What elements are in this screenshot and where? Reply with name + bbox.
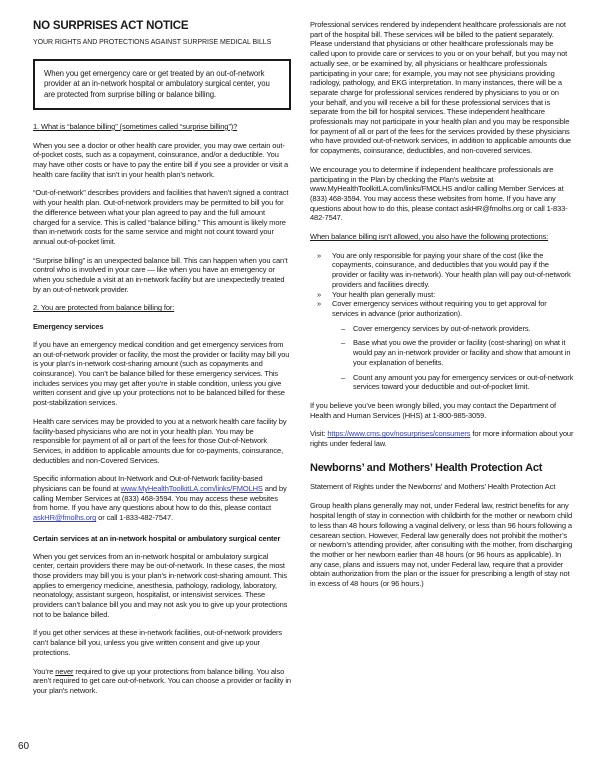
paragraph: If you believe you’ve been wrongly billed, you may contact the Department of Health and Human Services (HHS) at 1-800-985-3059.	[310, 400, 557, 420]
paragraph: If you have an emergency medical condition and get emergency services from an out-of-network provider or facility, the most the provider or facility may bill you is your plan’s in-network cost-sharing amount (such as copayments and coinsurance). You can’t be balance billed for these emergency services. This includes services you may get after you’re in stable condition, unless you give written consent and give up your protections not to be balanced billed for these post-stabilization services.	[33, 339, 290, 408]
subhead-certain-services: Certain services at an in-network hospital or ambulatory surgical center	[33, 533, 281, 543]
paragraph: We encourage you to determine if independent healthcare professionals are participating in the Plan by checking the Plan’s website at www.MyHealthToolkitLA.com/links/FMOLHS and/or calling Member Services at (833) 468-3594. You may access these websites from home. If you have any questions about how to do this, please contact askHR@fmolhs.org or call 1-833-482-7547.	[310, 164, 568, 223]
subhead-emergency-services: Emergency services	[33, 322, 104, 332]
text-segment: for more information about your rights under federal law.	[310, 429, 574, 449]
text-segment: You’re	[33, 666, 56, 676]
paragraph: Group health plans generally may not, under Federal law, restrict benefits for any hospital length of stay in connection with childbirth for the mother or newborn child to less than 48 hours following a vaginal delivery, or less than 96 hours following a cesarean section. However, Federal law generally does not prohibit the mother’s or newborn’s attending provider, after consulting with the mother, from discharging the mother or her newborn earlier than 48 hours (or 96 hours as applicable). In any case, plans and issuers may not, under Federal law, require that a provider obtain authorization from the plan or the issuer for prescribing a length of stay not in excess of 48 hours (or 96 hours.)	[310, 501, 573, 589]
sub-list-item	[310, 373, 574, 392]
notice-callout-box: When you get emergency care or get treated by an out-of-network provider at an in-network hospital or ambulatory surgical center, you are protected from surprise billing or balance billing.	[33, 59, 291, 110]
bullet-text: You are only responsible for paying your share of the cost (like the copayments, coinsurance, and deductibles that you would pay if the provider or facility was in-network). Your health plan will pay out-of-network providers and facilities directly.	[332, 250, 571, 289]
toolkit-website-link[interactable]: www.MyHealthToolkitLA.com/links/FMOLHS	[120, 484, 263, 494]
text-segment: and by calling Member Services at (833) 468-3594. You may access these websites from home. If you have any questions about how to do this, please contact	[33, 484, 287, 513]
bullet-text: Cover emergency services without requiring you to get approval for services in advance (prior authorization).	[332, 299, 547, 318]
underlined-word-never: never	[55, 666, 74, 676]
bullet-marker: »	[317, 289, 322, 299]
sub-bullet-text: Base what you owe the provider or facility (cost-sharing) on what it would pay an in-network provider or facility and show that amount in your explanation of benefits.	[353, 338, 571, 367]
protections-bullet-list	[310, 251, 574, 392]
section-heading-other-protections: When balance billing isn’t allowed, you also have the following protections:	[310, 232, 549, 242]
sub-bullet-text: Count any amount you pay for emergency services or out-of-network services toward your deductible and out-of-pocket limit.	[353, 372, 574, 392]
left-column	[33, 20, 291, 705]
dash-marker: –	[341, 323, 346, 333]
paragraph: Health care services may be provided to you at a network health care facility by facility-based physicians who are not in your health plan. You may be responsible for payment of all or part of the fees for those Out-of-Network Services, in addition to applicable amounts due for co-payments, coinsurance, deductibles and non-Covered Services.	[33, 416, 287, 465]
text-segment: Visit:	[310, 429, 328, 439]
text-segment: Specific information about In-Network and Out-of-Network facility-based physicians can be found at	[33, 474, 263, 494]
sub-bullet-text: Cover emergency services by out-of-network providers.	[353, 323, 531, 333]
right-column	[310, 20, 574, 705]
text-segment: required to give up your protections from balance billing. You also aren’t required to get care out-of-network. You can choose a provider or facility in your plan’s network.	[33, 666, 291, 695]
page-number: 60	[18, 741, 29, 752]
dash-marker: –	[341, 338, 346, 348]
newborns-act-heading: Newborns’ and Mothers’ Health Protection Act	[310, 461, 543, 474]
paragraph-cms-visit	[310, 429, 574, 448]
dash-marker: –	[341, 372, 346, 382]
paragraph: When you see a doctor or other health care provider, you may owe certain out-of-pocket costs, such as a copayment, coinsurance, and/or a deductible. You may have other costs or have to pay the entire bill if you see a provider or visit a health care facility that isn’t in your health plan’s network.	[33, 140, 289, 179]
newborns-act-subtitle: Statement of Rights under the Newborns’ and Mothers’ Health Protection Act	[310, 481, 556, 491]
paragraph: Professional services rendered by independent healthcare professionals are not part of the hospital bill. These services will be billed to the patient separately. Please understand that physicians or other healthcare professionals may be called upon to provide care or services to you or on your behalf, but you may not actually see, or be examined by, all physicians or healthcare professionals participating in your care; for example, you may not see physicians providing radiology, pathology, and EKG interpretation. In many instances, there will be a separate charge for professional services rendered by physicians to you or on your behalf, and you will receive a bill for these professional services that is separate from the bill for hospital services. These independent healthcare professionals may not participate in your health plan and you may be responsible for payment of all or part of the fees for the services provided by these physicians who have provided out-of-network services, in addition to applicable amounts due for copayments, coinsurance, deductibles, and non-covered services.	[310, 20, 571, 156]
page-title: NO SURPRISES ACT NOTICE	[33, 20, 189, 32]
list-item	[310, 251, 574, 290]
sub-list-item	[310, 324, 574, 334]
section-heading-protections: 2. You are protected from balance billing for:	[33, 303, 175, 313]
askhr-email-link[interactable]: askHR@fmolhs.org	[33, 513, 97, 523]
page-subtitle: YOUR RIGHTS AND PROTECTIONS AGAINST SURPRISE MEDICAL BILLS	[33, 39, 272, 46]
sub-list-item	[310, 338, 574, 367]
paragraph: If you get other services at these in-network facilities, out-of-network providers can’t balance bill you, unless you give written consent and give up your protections.	[33, 628, 283, 657]
list-item	[310, 290, 574, 300]
list-item	[310, 299, 574, 318]
paragraph: “Out-of-network” describes providers and facilities that haven’t signed a contract with your health plan. Out-of-network providers may be permitted to bill you for the difference between what your plan agreed to pay and the full amount charged for a service. This is called “balance billing.” This amount is likely more than in-network costs for the same service and might not count toward your annual out-of-pocket limit.	[33, 188, 289, 246]
text-segment: or call 1-833-482-7547.	[96, 513, 173, 523]
bullet-marker: »	[317, 250, 322, 260]
paragraph-specific-info	[33, 474, 291, 523]
paragraph: “Surprise billing” is an unexpected balance bill. This can happen when you can’t control who is involved in your care — like when you have an emergency or when you schedule a visit at an in-network facility but are unexpectedly treated by an out-of-network provider.	[33, 255, 288, 294]
cms-nosurprises-link[interactable]: https://www.cms.gov/nosurprises/consumers	[327, 429, 471, 439]
paragraph: When you get services from an in-network hospital or ambulatory surgical center, certain providers there may be out-of-network. In these cases, the most those providers may bill you is your plan’s in-network cost-sharing amount. This applies to emergency medicine, anesthesia, pathology, radiology, laboratory, neonatology, assistant surgeon, hospitalist, or intensivist services. These providers can’t balance bill you and may not ask you to give up your protections not to be balance billed.	[33, 551, 288, 619]
paragraph-never-required	[33, 667, 291, 696]
bullet-marker: »	[317, 299, 322, 309]
bullet-text: Your health plan generally must:	[332, 289, 436, 299]
section-heading-balance-billing: 1. What is “balance billing” (sometimes called “surprise billing”)?	[33, 121, 238, 131]
